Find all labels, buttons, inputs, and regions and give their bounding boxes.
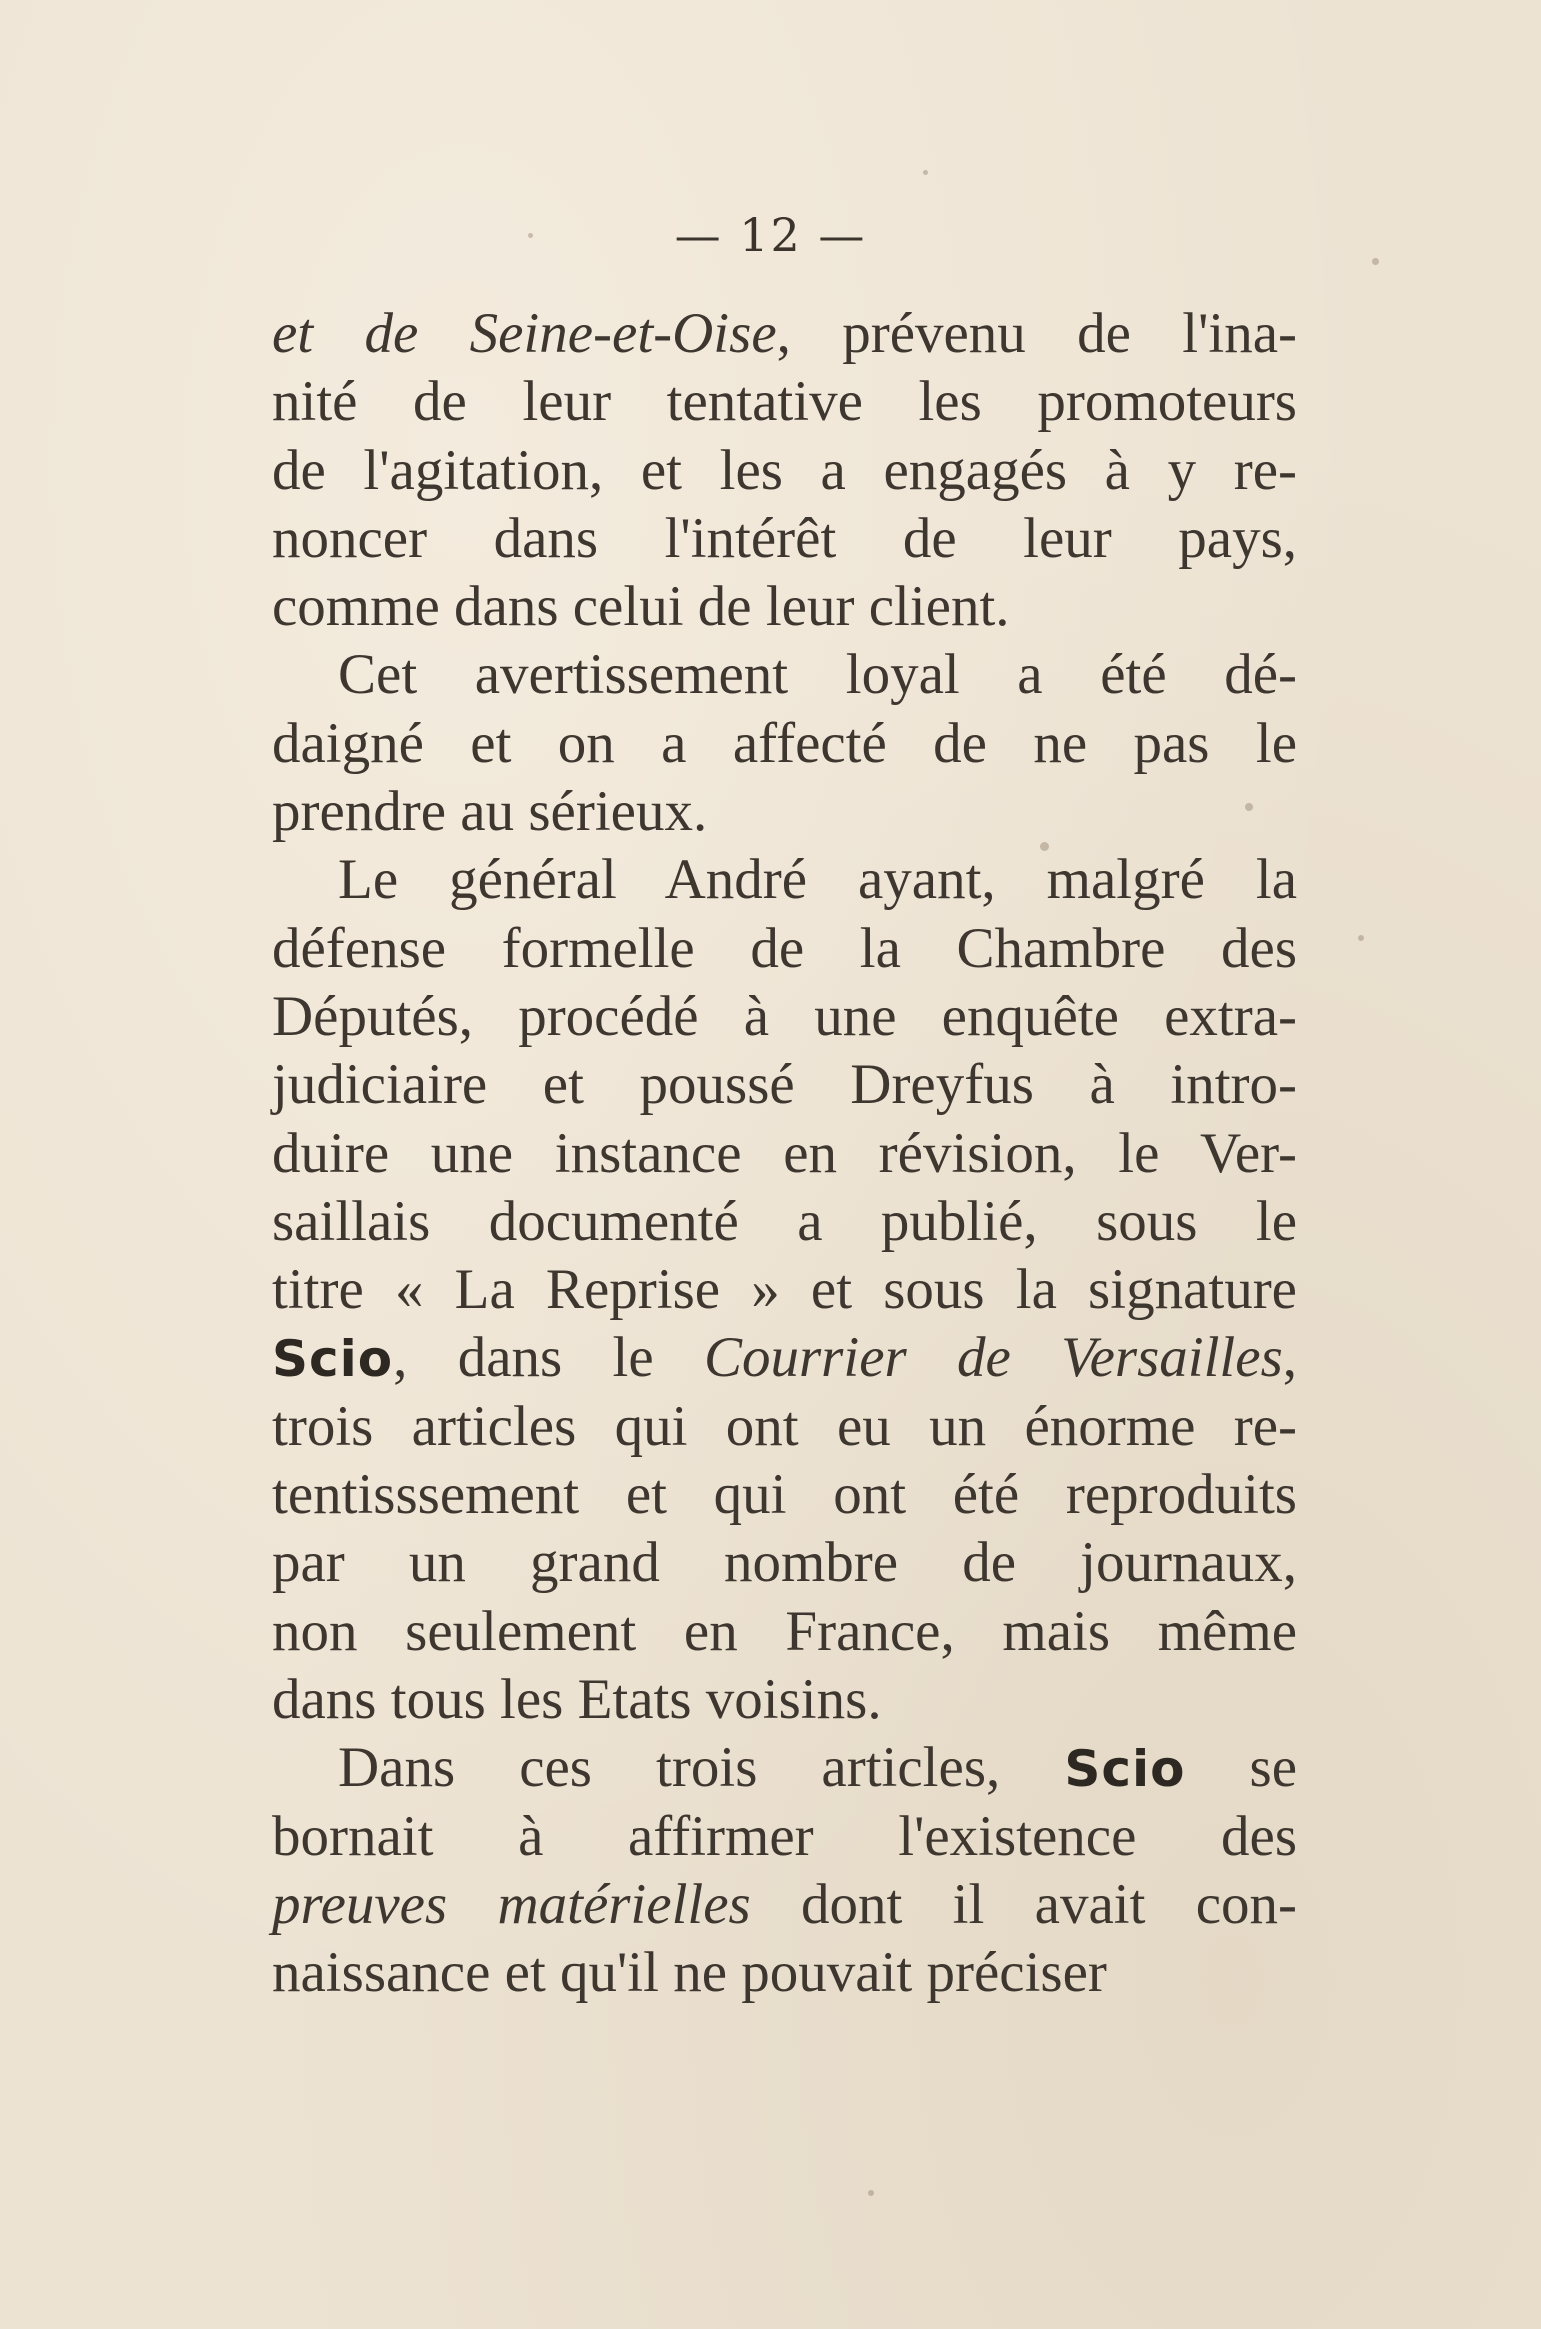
paper-speck (1372, 258, 1379, 265)
text-run: Dans ces trois articles, (338, 1736, 1065, 1800)
text-line (272, 641, 1297, 709)
italic-text: Courrier de Versailles (703, 1326, 1283, 1390)
body-text (272, 300, 1297, 2007)
text-line (272, 1529, 1297, 1597)
text-line (272, 1188, 1297, 1256)
text-line (272, 1256, 1297, 1324)
text-line (272, 983, 1297, 1051)
text-line (272, 778, 1297, 846)
text-line (272, 1666, 1297, 1734)
text-run: par un grand nombre de journaux, (272, 1531, 1297, 1595)
text-run: défense formelle de la Chambre des (272, 916, 1297, 980)
text-line (272, 710, 1297, 778)
paragraph (272, 846, 1297, 1734)
text-run: judiciaire et poussé Dreyfus à intro- (272, 1053, 1297, 1117)
text-line (272, 1871, 1297, 1939)
text-run: trois articles qui ont eu un énorme re- (272, 1394, 1297, 1458)
paper-speck (1040, 842, 1049, 851)
paper-speck (1358, 935, 1364, 941)
text-run: duire une instance en révision, le Ver- (272, 1121, 1297, 1185)
paper-speck (923, 170, 928, 175)
text-run: de l'agitation, et les a engagés à y re- (272, 438, 1297, 502)
text-line (272, 573, 1297, 641)
text-run: , dans le (393, 1326, 704, 1390)
text-run: Le général André ayant, malgré la (338, 848, 1297, 912)
text-line (272, 1324, 1297, 1392)
text-line (272, 1939, 1297, 2007)
text-run: non seulement en France, mais même (272, 1599, 1297, 1663)
text-run: , (1282, 1326, 1298, 1390)
text-line (272, 1120, 1297, 1188)
text-run: bornait à affirmer l'existence des (272, 1804, 1297, 1868)
text-line (272, 300, 1297, 368)
text-run: titre « La Reprise » et sous la signature (272, 1258, 1297, 1322)
text-run: Députés, procédé à une enquête extra- (272, 984, 1297, 1048)
page-number: — 12 — (674, 208, 867, 262)
text-run: comme dans celui de leur client. (272, 575, 1010, 639)
text-run: naissance et qu'il ne pouvait préciser (272, 1941, 1107, 2005)
paper-speck (528, 233, 533, 238)
text-line (272, 1734, 1297, 1802)
text-line (272, 846, 1297, 914)
text-run: tentisssement et qui ont été reproduits (272, 1463, 1297, 1527)
text-run: dans tous les Etats voisins. (272, 1667, 882, 1731)
text-run: prendre au sérieux. (272, 780, 708, 844)
paragraph (272, 1734, 1297, 2007)
text-line (272, 1598, 1297, 1666)
paragraph (272, 641, 1297, 846)
text-line (272, 437, 1297, 505)
italic-text: preuves matérielles (272, 1872, 751, 1936)
signature-scio: Scio (272, 1330, 394, 1389)
text-run: daigné et on a affecté de ne pas le (272, 711, 1297, 775)
text-line (272, 505, 1297, 573)
text-line (272, 1461, 1297, 1529)
text-line (272, 1051, 1297, 1119)
text-line (272, 915, 1297, 983)
paragraph (272, 300, 1297, 641)
text-run: Cet avertissement loyal a été dé- (338, 643, 1297, 707)
text-run: nité de leur tentative les promoteurs (272, 370, 1297, 434)
paper-speck (1245, 803, 1253, 811)
text-run: noncer dans l'intérêt de leur pays, (272, 506, 1297, 570)
text-run: , prévenu de l'ina- (776, 302, 1298, 365)
text-run: dont il avait con- (750, 1872, 1298, 1936)
signature-scio: Scio (1064, 1740, 1186, 1799)
text-run: saillais documenté a publié, sous le (272, 1189, 1297, 1253)
text-line (272, 368, 1297, 436)
text-line (272, 1393, 1297, 1461)
italic-text: et de Seine-et-Oise (272, 302, 777, 365)
paper-speck (868, 2190, 874, 2196)
text-run: se (1185, 1736, 1297, 1800)
text-line (272, 1803, 1297, 1871)
